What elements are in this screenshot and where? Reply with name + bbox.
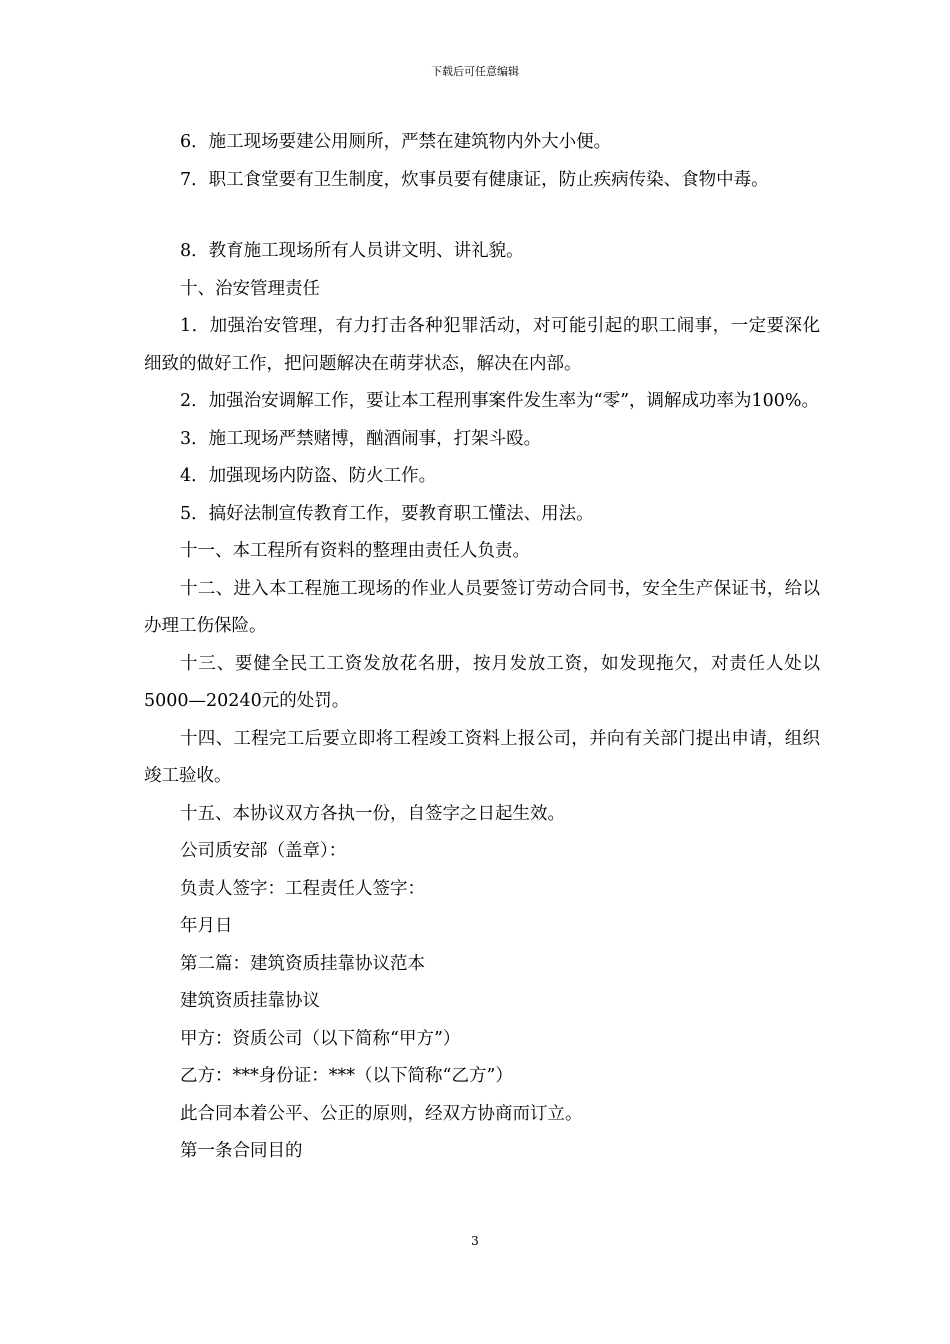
article-one-heading: 第一条合同目的 bbox=[180, 1141, 303, 1161]
party-b-line: 乙方：***身份证：***（以下简称“乙方”） bbox=[180, 1066, 513, 1086]
date-line: 年月日 bbox=[180, 916, 233, 936]
paragraph-security-5: 5．搞好法制宣传教育工作，要教育职工懂法、用法。 bbox=[180, 503, 594, 524]
section-thirteen: 十三、要健全民工工资发放花名册，按月发放工资，如发现拖欠，对责任人处以5000—20240元的处罚。 bbox=[144, 653, 820, 711]
section-heading-security: 十、治安管理责任 bbox=[180, 278, 320, 299]
paragraph-item-6: 6．施工现场要建公用厕所，严禁在建筑物内外大小便。 bbox=[180, 132, 612, 152]
signature-line: 负责人签字：工程责任人签字： bbox=[180, 878, 425, 899]
paragraph-security-3: 3．施工现场严禁赌博，酗酒闹事，打架斗殴。 bbox=[180, 428, 542, 449]
page-header-note: 下载后可任意编辑 bbox=[431, 65, 519, 78]
document-body bbox=[144, 124, 820, 1171]
paragraph-item-7: 7．职工食堂要有卫生制度，炊事员要有健康证，防止疾病传染、食物中毒。 bbox=[180, 169, 769, 190]
chapter-heading: 第二篇：建筑资质挂靠协议范本 bbox=[180, 953, 425, 974]
section-twelve: 十二、进入本工程施工现场的作业人员要签订劳动合同书，安全生产保证书，给以办理工伤保险。 bbox=[144, 578, 820, 636]
principle-line: 此合同本着公平、公正的原则，经双方协商而订立。 bbox=[180, 1103, 583, 1124]
paragraph-gap bbox=[144, 199, 820, 233]
section-fifteen: 十五、本协议双方各执一份，自签字之日起生效。 bbox=[180, 803, 565, 824]
seal-line: 公司质安部（盖章）： bbox=[180, 841, 347, 861]
paragraph-security-1: 1．加强治安管理，有力打击各种犯罪活动，对可能引起的职工闹事，一定要深化细致的做好工作，把问题解决在萌芽状态，解决在内部。 bbox=[144, 316, 820, 374]
agreement-title: 建筑资质挂靠协议 bbox=[180, 991, 320, 1011]
party-a-line: 甲方：资质公司（以下简称“甲方”） bbox=[180, 1028, 461, 1049]
page-number: 3 bbox=[471, 1234, 479, 1248]
section-eleven: 十一、本工程所有资料的整理由责任人负责。 bbox=[180, 541, 530, 561]
section-fourteen: 十四、工程完工后要立即将工程竣工资料上报公司，并向有关部门提出申请，组织竣工验收。 bbox=[144, 728, 820, 786]
paragraph-security-4: 4．加强现场内防盗、防火工作。 bbox=[180, 466, 437, 486]
paragraph-item-8: 8．教育施工现场所有人员讲文明、讲礼貌。 bbox=[180, 241, 524, 261]
paragraph-security-2: 2．加强治安调解工作，要让本工程刑事案件发生率为“零”，调解成功率为100%。 bbox=[180, 391, 820, 411]
